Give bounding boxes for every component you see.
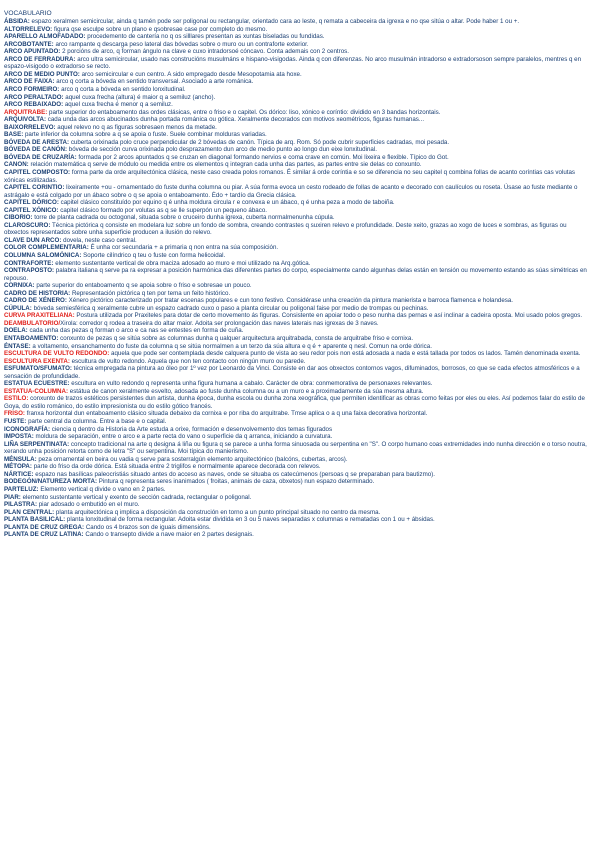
entry-term: APARELLO ALMOFADADO:: [4, 33, 86, 41]
glossary-entry: [4, 199, 591, 207]
entry-definition: elemento sustentante vertical de obra maciza adosado ao muro e moi utilizado na Arq.gótica.: [53, 259, 311, 267]
entry-term: CIBORIO:: [4, 214, 33, 222]
entry-definition: relación matemática q serve de módulo ou medida entre os elementos q integran cada unha das partes, as partes entre sie delas co conxunto.: [28, 161, 422, 169]
entry-definition: parte central da columna. Entre a base e o capital.: [26, 418, 167, 426]
entry-definition: escultura de vulto redondo. Aquela que non ten contacto con ningún muro ou parede.: [69, 357, 306, 365]
glossary-entry: [4, 252, 591, 260]
entry-term: PIAR:: [4, 493, 21, 501]
entry-definition: Cando os 4 brazos son de iguais dimensións.: [84, 523, 211, 531]
entry-definition: aquel relevo no q as figuras sobresaen menos da metade.: [55, 123, 217, 131]
entry-term: MÉTOPA:: [4, 463, 32, 471]
entry-definition: É unha cor secundaria + a primaria q non entra na súa composición.: [88, 244, 279, 252]
entry-definition: moldura de separación, entre o arco e a parte recta do vano o superficie da q arranca, iniciando a curvatura.: [33, 433, 333, 441]
entry-definition: aquel cuxa frecha (altura) é maior q a semiluz (ancho).: [63, 93, 216, 101]
entry-term: ALTORRELEVO:: [4, 25, 53, 33]
entry-definition: parte superior do entaboamento q se apoia sobre o friso e sobresae un pouco.: [34, 282, 252, 290]
glossary-entry: [4, 350, 591, 358]
entry-definition: técnica empregada na pintura ao óleo por 1º vez por Leonardo da Vinci. Consiste en dar aos obxectos contornos vagos, difuminados, borrosos, co que se cada efectos atmosféricos e a sensación de profundidade.: [4, 365, 580, 380]
entry-definition: Xénero pictórico caracterizado por tratar escenas populares e cun tono festivo. Considérase unha creación da pintura manierista e barroca flamenca e holandesa.: [66, 297, 514, 305]
glossary-entry: [4, 524, 591, 532]
entry-term: BASE:: [4, 131, 24, 139]
glossary-entry: [4, 94, 591, 102]
entry-definition: palabra italiana q serve pa ra expresar a posición harmónica das diferentes partes do corpo, especialmente cando algunhas delas están en tensión ou movemento estando as súas simétricas en repouso.: [4, 267, 587, 282]
glossary-entry: [4, 56, 591, 71]
entry-term: CANON:: [4, 161, 29, 169]
entry-definition: planta arquitectónica q implica a disposición da construción en torno a un punto principal situado no centro da mesma.: [54, 508, 381, 516]
entry-term: CORNIXA:: [4, 282, 35, 290]
entry-term: MÉNSULA:: [4, 455, 37, 463]
entry-definition: Pintura q representa seres inanimados ( froitas, animais de caza, obxetos) nun espazo determinado.: [97, 478, 375, 486]
glossary-entry: [4, 494, 591, 502]
entry-definition: concepto tradicional na arte q designa á liña ou figura q se parece a unha forma sinuosada ou serpentina en "S". O corpo humano coas extremidades indo nunha dirección e o torso noutra, xerando unha posición retorta como de letra "S" ou serpentina. Moi típica do manierismo.: [4, 440, 587, 456]
glossary-entry: [4, 146, 591, 154]
entry-term: ARCO PERALTADO:: [4, 93, 64, 101]
entry-term: FUSTE:: [4, 418, 27, 426]
entry-term: ARCOBOTANTE:: [4, 40, 54, 48]
entry-definition: ciencia q dentro da Historia da Arte estuda a orixe, formación e desenvolvemento dos temas figurados: [50, 425, 333, 433]
entry-definition: parte superior do entaboamento das ordes clásicas, entre o friso e o capitel. Os dórico: liso, xónico e coríntio: dividido en 3 bandas horizontais.: [47, 108, 441, 116]
glossary-list: [4, 18, 591, 539]
entry-term: ESCULTURA EXENTA:: [4, 357, 70, 365]
entry-term: CAPITEL CORINTIO:: [4, 184, 65, 192]
glossary-entry: [4, 116, 591, 124]
glossary-entry: [4, 86, 591, 94]
entry-term: COLUMNA SALOMÓNICA:: [4, 252, 82, 259]
glossary-entry: [4, 169, 591, 184]
entry-term: FRISO:: [4, 410, 25, 418]
entry-definition: Cando o transepto divide a nave maior en 2 partes designais.: [83, 531, 254, 539]
entry-term: NÁRTICE:: [4, 470, 34, 478]
entry-term: CAPITEL COMPOSTO:: [4, 168, 71, 176]
entry-definition: Xirola: corredor q rodea a traseira do altar maior. Adoita ser prolongación das naves laterais nas igrexas de 3 naves.: [60, 319, 379, 327]
entry-definition: cuberta orixinada polo cruce perpendicular de 2 bóvedas de canón. Típica de arq. Rom. Só pode cubrir superficies cadradas, moi pesada.: [69, 138, 450, 146]
entry-term: IMPOSTA:: [4, 433, 34, 441]
entry-definition: conxunto de trazos estéticos persistentes dun artista, dunha época, dunha escola ou dunha zona xeográfica, que permiten identificar as obras como feitas por eles ou eles. Así podemos falar do estilo de Goya, do estilo románico, do estilo impresionista ou do estilo gótico francés.: [4, 395, 585, 410]
entry-term: PILASTRA:: [4, 501, 37, 509]
entry-term: ARCO DE FAIXA:: [4, 78, 55, 86]
entry-term: ESTILO:: [4, 395, 29, 403]
entry-term: ÁBSIDA:: [4, 18, 30, 26]
entry-term: PLAN CENTRAL:: [4, 508, 55, 516]
entry-term: CLAROSCURO:: [4, 221, 51, 229]
glossary-entry: [4, 418, 591, 426]
entry-term: ARQUITRABE:: [4, 108, 48, 116]
entry-term: CADRO DE HISTORIA:: [4, 289, 71, 297]
glossary-entry: [4, 267, 591, 282]
entry-term: ESCULTURA DE VULTO REDONDO:: [4, 350, 110, 358]
entry-definition: aquel cuxa frecha é menor q a semiluz.: [63, 101, 173, 109]
entry-definition: espazo nas basílicas paleocristiás situado antes do acceso as naves, onde se situaba os catecúmenos (persoas q se preparaban para bautizmo).: [33, 470, 435, 478]
entry-term: CLAVE DUN ARCO:: [4, 236, 62, 244]
entry-definition: Soporte cilíndrico q teu o fuste con forma helicoidal.: [81, 252, 226, 259]
glossary-entry: [4, 214, 591, 222]
glossary-entry: [4, 222, 591, 237]
glossary-entry: [4, 154, 591, 162]
entry-definition: figura qse esculpe sobre un plano e qsobresae case por completo do mesmo.: [52, 25, 268, 33]
entry-term: ARCO DE FERRADURA:: [4, 55, 76, 63]
glossary-entry: [4, 161, 591, 169]
entry-term: CONTRAFORTE:: [4, 259, 54, 267]
entry-term: CAPITEL XÓNICO:: [4, 206, 59, 214]
glossary-entry: [4, 501, 591, 509]
entry-definition: capitel clásico constituído por equino q é unha moldura circula r e convexa e un ábaco, q é unha peza a modo de taboiña.: [58, 199, 395, 207]
glossary-entry: [4, 78, 591, 86]
entry-term: BODEGÓN/NATUREZA MORTA:: [4, 478, 98, 486]
glossary-entry: [4, 71, 591, 79]
glossary-entry: [4, 478, 591, 486]
entry-term: PARTELUZ:: [4, 485, 39, 493]
entry-term: ESTATUA-COLUMNA:: [4, 387, 69, 395]
entry-definition: lixeiramente +ou - ornamentado do fuste dunha columna ou piar. A súa forma evoca un cesto rodeado de follas de acanto e decorado con caulículos ou roseta. Úsase ao fuste mediante o astrágalo e está colgado por un ábaco sobre o q se apoia o entaboamento. Ėdo + tardío da Grecia clásica.: [4, 184, 578, 199]
entry-definition: conxunto de pezas q se sitúa sobre as columnas dunha q ualquer arquitectura arquitrabada, consta de arquitrabe friso e cornixa.: [58, 335, 414, 343]
glossary-entry: [4, 305, 591, 313]
document-title: VOCABULARIO: [4, 10, 52, 17]
glossary-entry: [4, 101, 591, 109]
entry-term: DOELA:: [4, 327, 28, 335]
glossary-entry: [4, 365, 591, 380]
entry-definition: espazo xeralmen semicircular, ainda q tamén pode ser poligonal ou rectangular, orientado cara ao leste, q remata a cabeceira da igrexa e no qse sitúa o altar. Pode haber 1 ou +.: [29, 18, 520, 26]
entry-term: ENTABOAMENTO:: [4, 335, 59, 343]
glossary-entry: [4, 410, 591, 418]
entry-term: ÉNTASE:: [4, 342, 31, 350]
entry-definition: Técnica pictórica q consiste en modelara luz sobre un fondo de sombra, creando contrastes q suxiren relevo e profundidade. Deste xeito, grazas ao xogo de luces e sombras, as figuras ou obxectos representados sobre unha superficie producen a ilusión do relevo.: [4, 221, 567, 237]
entry-definition: escultura en vulto redondo q representa unha figura humana a cabalo. Carácter de obra: conmemorativa de personaxes relevantes.: [69, 380, 433, 388]
entry-definition: cada unha das pezas q forman o arco e ca nas se entestes en forma de cuña.: [27, 327, 244, 335]
entry-definition: arco semicircular e cun centro. A sido empregado desde Mesopotamia ata hoxe.: [79, 70, 302, 78]
glossary-entry: [4, 131, 591, 139]
entry-definition: arco rampante q descarga peso lateral das bóvedas sobre o muro ou un contraforte exterior.: [53, 40, 309, 48]
glossary-entry: [4, 463, 591, 471]
glossary-entry: [4, 320, 591, 328]
entry-term: PLANTA DE CRUZ LATINA:: [4, 531, 84, 539]
glossary-entry: [4, 509, 591, 517]
glossary-entry: [4, 207, 591, 215]
entry-definition: peza ornamental en beira ou vadia q serve para sosterralgún elemento arquitectónico (balcóns, cubertas, arcos).: [36, 455, 348, 463]
entry-term: COLOR COMPLEMENTARIA:: [4, 244, 89, 252]
entry-term: BÓVEDA DE CANÓN:: [4, 146, 68, 154]
glossary-entry: [4, 380, 591, 388]
entry-term: ESFUMATO/SFUMATO:: [4, 365, 72, 373]
glossary-entry: [4, 388, 591, 396]
entry-definition: arco q corta a bóveda en sentido lonxitudinal.: [59, 85, 186, 93]
entry-term: BÓVEDA DE CRUZARÍA:: [4, 153, 77, 161]
entry-definition: procedemento de cantería no q os silllares presentan as xuntas biseladas ou fundidas.: [85, 33, 325, 41]
glossary-entry: [4, 48, 591, 56]
entry-definition: 2 porcións de arco, q forman ángulo na clave e cuxo intradorsoé cóncavo. Conta ademais con 2 centros.: [60, 48, 349, 56]
entry-term: ESTATUA ECUESTRE:: [4, 380, 70, 388]
entry-definition: franxa horizontal dun entaboamento clásico situada debaixo da cornixa e por riba do arquitrabe. Tmse aplica o a q una faixa decorativa horizontal.: [24, 410, 428, 418]
entry-term: ARCO APUNTADO:: [4, 48, 61, 56]
entry-definition: elemento sustentante vertical y exento de sección cadrada, rectangular o poligonal.: [20, 493, 252, 501]
entry-term: CADRO DE XÉNERO:: [4, 297, 67, 305]
entry-term: ARCO DE MEDIO PUNTO:: [4, 70, 80, 78]
entry-definition: bóveda semiesférica q xeralmente cubre un espazo cadrado cuxo o paso a planta circular ou poligonal faise por medio de trompas ou pechinas.: [31, 304, 429, 312]
glossary-entry: [4, 327, 591, 335]
entry-term: LIÑA SERPENTINATA:: [4, 440, 70, 448]
glossary-entry: [4, 33, 591, 41]
entry-term: PLANTA BASILICAL:: [4, 516, 66, 524]
glossary-entry: [4, 358, 591, 366]
glossary-entry: [4, 282, 591, 290]
glossary-entry: [4, 26, 591, 34]
entry-definition: forma parte da orde arquitectónica clásica, neste caso creada polos romanos. É similar á orde coríntia e so se diferencia no seu capitel q combina follas de acanto coríntias cas volutas xónicas estilizadas.: [4, 168, 576, 184]
entry-definition: aquela que pode ser contemplada desde calquera punto de vista ao seu redor pois non está adosada a nada e está tallada por todos os lados. Tamén denominada exenta.: [109, 350, 581, 358]
glossary-entry: [4, 441, 591, 456]
entry-definition: arco q corta a bóveda en sentido transversal. Asociado a arte románica.: [54, 78, 254, 86]
entry-term: ICONOGRAFÍA:: [4, 425, 51, 433]
entry-definition: cada unda das arcos abucinados dunha portada románica ou gótica. Xeralmente decorados con motivos xeométricos, figuras humanas...: [46, 116, 425, 124]
glossary-entry: [4, 260, 591, 268]
entry-definition: formada por 2 arcos apuntados q se cruzan en diagonal formando nervios e coma crave en común. Moi lixeira e flexible. Típico do Got.: [76, 153, 449, 161]
glossary-entry: [4, 41, 591, 49]
entry-definition: a voltamento, ensanchamento do fuste da columna q se sitúa normalmen a un terzo da súa altura e q é + aparente q nesl. Comun na orde dórica.: [30, 342, 432, 350]
entry-definition: parte do friso da orde dórica. Está situada entre 2 triglifos e normalmente aparece decorada con relevos.: [31, 463, 321, 471]
entry-term: CAPITEL DÓRICO:: [4, 199, 59, 207]
entry-term: BÓVEDA DE ARESTA:: [4, 138, 70, 146]
entry-definition: estátua de canon xeralmente esvelto, adosada ao fuste dunha columna ou a un muro e a proximadamente da súa mesma altura.: [68, 387, 424, 395]
glossary-entry: [4, 18, 591, 26]
entry-definition: Postura utilizada por Praxiteles para dotar de certo movemento ás figuras. Consistente en apoiar todo o peso nunha das pernas e así inclinar a cadeira oposta. Moi usado polos gregos.: [74, 312, 583, 320]
entry-definition: torre de planta cadrada ou octogonal, situada sobre o cruceiro dunha igrexa, cuberta normalmenunha cúpula.: [32, 214, 335, 222]
entry-term: DEAMBULATORIO/: [4, 319, 61, 327]
entry-definition: arco ultra semicircular, usado nas construcións musulmáns e hispano-visigodas. Ainda q con diferenzas. No arco musulmán intradorso e extradorsoson sempre paralelos, mentres q en espazo-visigodo o extradorso se recto.: [4, 55, 582, 71]
entry-term: ARCO REBAIXADO:: [4, 101, 64, 109]
entry-term: CONTRAPOSTO:: [4, 267, 55, 275]
entry-term: ARCO FORMEIRO:: [4, 85, 60, 93]
entry-term: PLANTA DE CRUZ GREGA:: [4, 523, 85, 531]
glossary-entry: [4, 531, 591, 539]
entry-definition: dovela, neste caso central.: [61, 236, 137, 244]
glossary-entry: [4, 426, 591, 434]
entry-definition: Representación pictórica q ten por tema un feito histórico.: [70, 289, 231, 297]
entry-term: CÚPULA:: [4, 304, 32, 312]
entry-definition: planta lonxitudinal de forma rectangular. Adoita estar dividida en 3 ou 5 naves separadas x columnas e rematadas con 1 ou + ábsidas.: [65, 516, 435, 524]
glossary-entry: [4, 184, 591, 199]
entry-term: ARQUIVOLTA:: [4, 116, 47, 124]
entry-term: BAIXORRELEVO:: [4, 123, 56, 131]
glossary-entry: [4, 237, 591, 245]
entry-definition: capitel clásico formado por volutas as q se lle superpón un pequeno ábaco.: [58, 206, 267, 214]
glossary-entry: [4, 343, 591, 351]
glossary-entry: [4, 312, 591, 320]
glossary-entry: [4, 335, 591, 343]
entry-definition: parte inferior da columna sobre a q se apoia o fuste. Suele combinar molduras variadas.: [23, 131, 267, 139]
glossary-entry: [4, 244, 591, 252]
glossary-entry: [4, 109, 591, 117]
glossary-entry: [4, 433, 591, 441]
glossary-entry: [4, 486, 591, 494]
entry-definition: bóveda de sección curva orixinada polo desprazamento dun arco de medio punto ao longo dun eixe lonxitudinal.: [67, 146, 377, 154]
glossary-entry: [4, 516, 591, 524]
entry-definition: Elemento vertical q divide o vano en 2 partes.: [38, 485, 166, 493]
entry-term: CURVA PRAXITELIANA:: [4, 312, 75, 320]
glossary-entry: [4, 124, 591, 132]
glossary-entry: [4, 395, 591, 410]
glossary-entry: [4, 297, 591, 305]
entry-definition: piar adosado o embutido en el muro.: [37, 501, 140, 509]
